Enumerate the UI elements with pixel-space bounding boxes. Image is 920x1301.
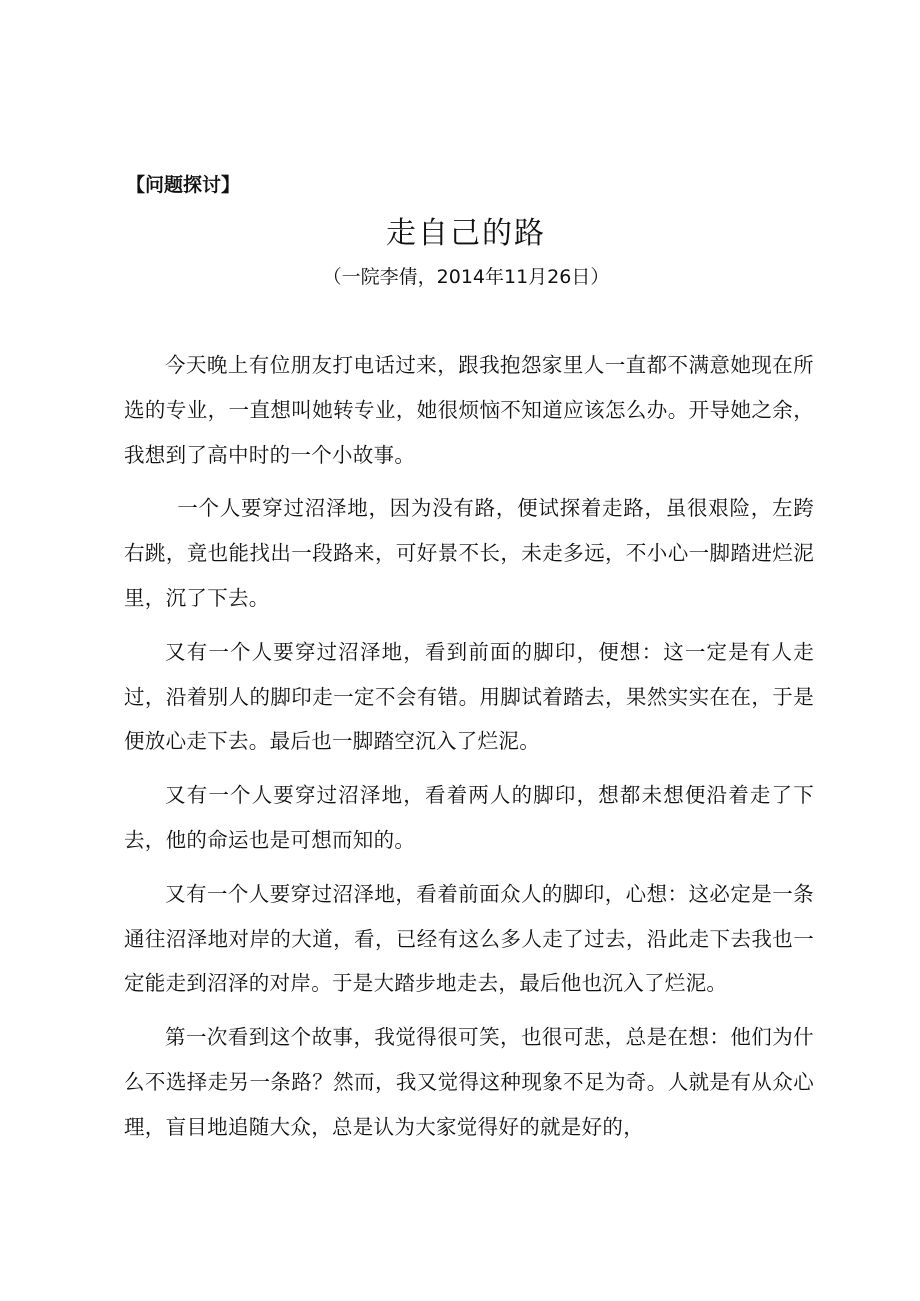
paragraph-crowd-walker: 又有一个人要穿过沼泽地，看着前面众人的脚印，心想：这必定是一条通往沼泽地对岸的大道，看，已经有这么多人走了过去，沿此走下去我也一定能走到沼泽的对岸。于是大踏步地走去，最后他也沉入了烂泥。 [124,881,814,996]
section-tag: 【问题探讨】 [126,174,241,196]
article-body [124,343,814,1159]
article-byline: （一院李倩，2014年11月26日） [322,266,610,288]
article-title: 走自己的路 [386,216,546,251]
paragraph-reflection: 第一次看到这个故事，我觉得很可笑，也很可悲，总是在想：他们为什么不选择走另一条路？然而，我又觉得这种现象不足为奇。人就是有从众心理，盲目地追随大众，总是认为大家觉得好的就是好的， [124,1025,814,1139]
paragraph-third-walker: 又有一个人要穿过沼泽地，看着两人的脚印，想都未想便沿着走了下去，他的命运也是可想而知的。 [124,783,814,852]
paragraph-first-walker: 一个人要穿过沼泽地，因为没有路，便试探着走路，虽很艰险，左跨右跳，竟也能找出一段路来，可好景不长，未走多远，不小心一脚踏进烂泥里，沉了下去。 [124,496,814,610]
paragraph-second-walker: 又有一个人要穿过沼泽地，看到前面的脚印，便想：这一定是有人走过，沿着别人的脚印走一定不会有错。用脚试着踏去，果然实实在在，于是便放心走下去。最后也一脚踏空沉入了烂泥。 [124,639,814,754]
paragraph-intro: 今天晚上有位朋友打电话过来，跟我抱怨家里人一直都不满意她现在所选的专业，一直想叫她转专业，她很烦恼不知道应该怎么办。开导她之余，我想到了高中时的一个小故事。 [124,353,814,467]
